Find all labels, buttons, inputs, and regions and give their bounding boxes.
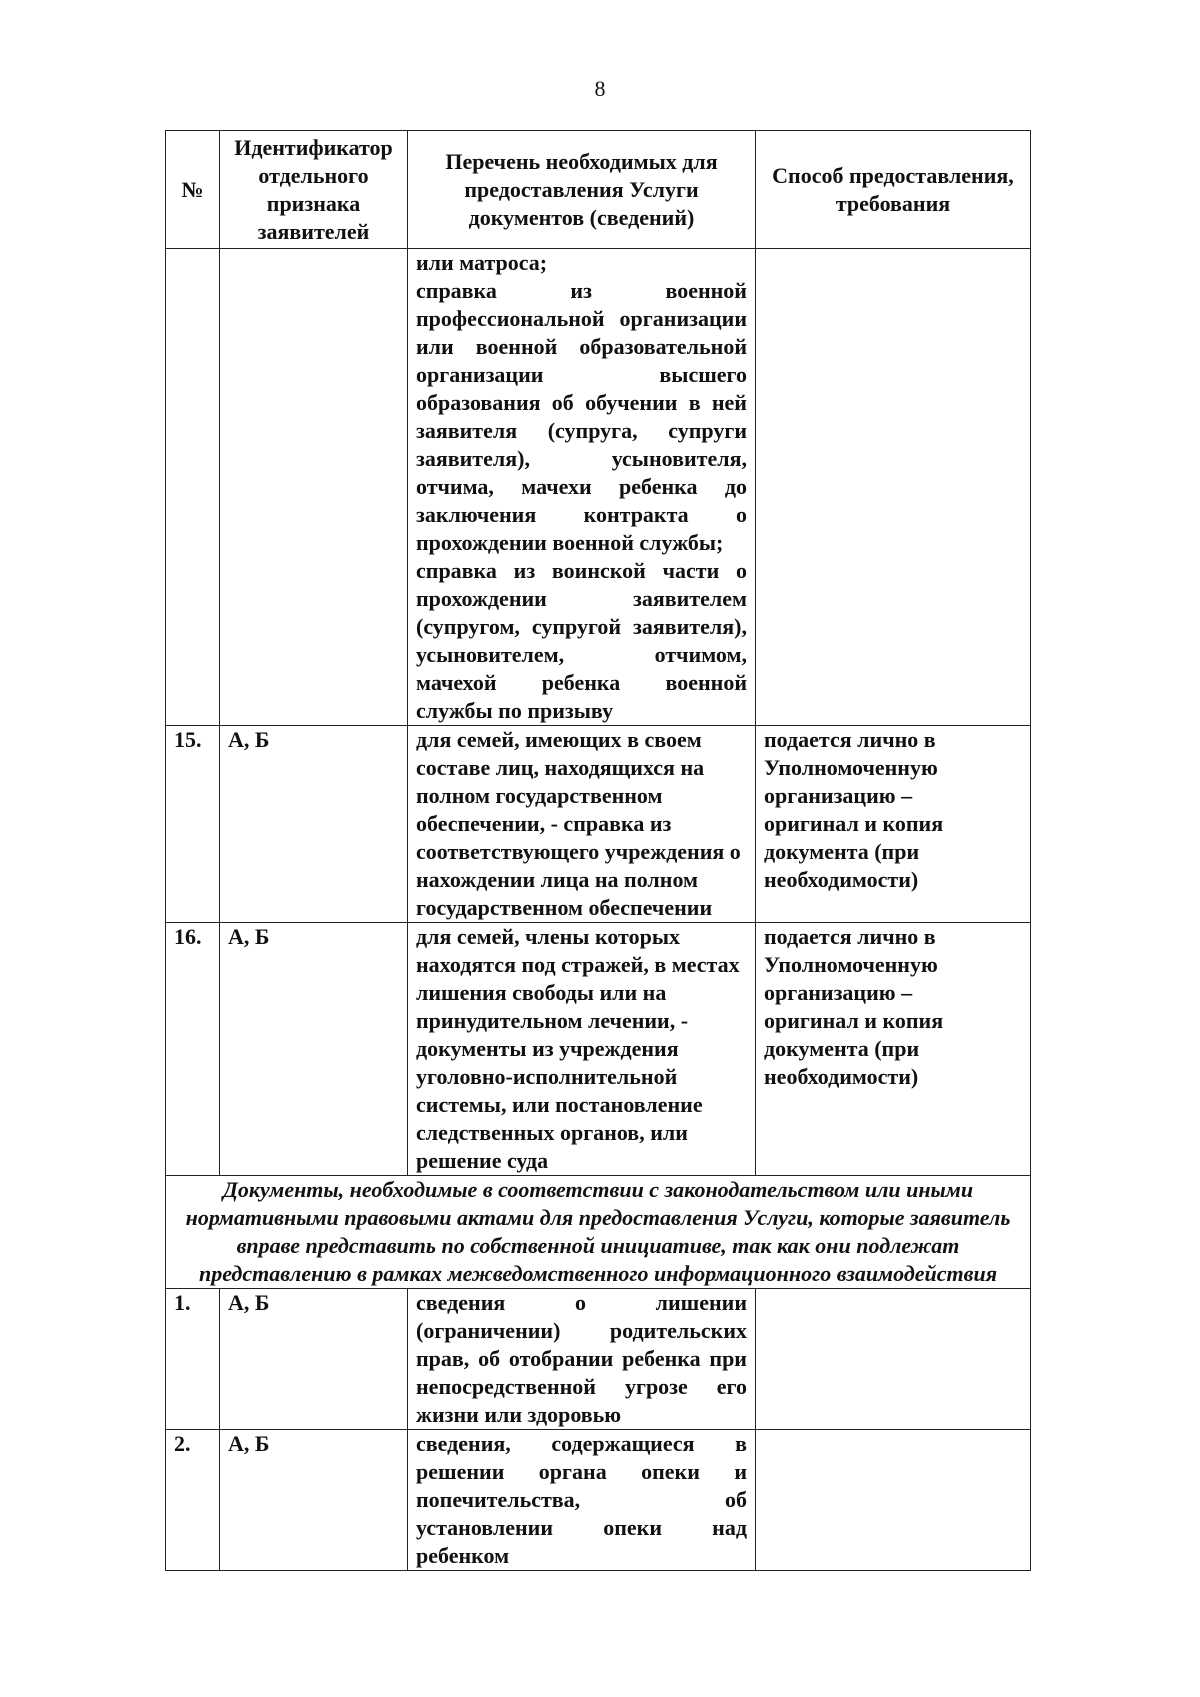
text-line: соответствующего учреждения о: [416, 839, 741, 864]
cell-identifier: [220, 249, 408, 726]
cell-no: [166, 249, 220, 726]
cell-method: [756, 923, 1031, 1176]
text-line: лишения свободы или на: [416, 980, 667, 1005]
cell-no: 2.: [166, 1430, 220, 1571]
section-heading: Документы, необходимые в соответствии с законодательством или иными нормативными правовыми актами для предоставления Услуги, которые заявитель вправе представить по собственной инициативе, так как они подлежат представлению в рамках межведомственного информационного взаимодействия: [166, 1176, 1031, 1289]
cell-identifier: А, Б: [220, 1289, 408, 1430]
page-number: 8: [594, 76, 606, 101]
text-line: мачехой ребенка военной: [416, 670, 747, 695]
cell-identifier: А, Б: [220, 726, 408, 923]
cell-no: 15.: [166, 726, 220, 923]
text-line: решение суда: [416, 1148, 549, 1173]
text-line: нахождении лица на полном: [416, 867, 699, 892]
cell-identifier: А, Б: [220, 1430, 408, 1571]
text-line: (ограничении) родительских: [416, 1318, 747, 1343]
cell-no: 16.: [166, 923, 220, 1176]
text-line: непосредственной угрозе его: [416, 1374, 747, 1399]
text-line: уголовно-исполнительной: [416, 1064, 678, 1089]
table-row: [166, 923, 1031, 1176]
text-line: службы по призыву: [416, 698, 614, 723]
table-row: [166, 1289, 1031, 1430]
cell-method: [756, 1430, 1031, 1571]
header-documents: Перечень необходимых для предоставления Услуги документов (сведений): [408, 131, 756, 249]
header-no: №: [166, 131, 220, 249]
text-line: организацию –: [764, 980, 913, 1005]
text-line: полном государственном: [416, 783, 663, 808]
text-line: следственных органов, или: [416, 1120, 688, 1145]
text-line: необходимости): [764, 867, 919, 892]
text-line: справка из воинской части о: [416, 558, 747, 583]
text-line: необходимости): [764, 1064, 919, 1089]
cell-documents: [408, 1430, 756, 1571]
text-line: подается лично в: [764, 727, 936, 752]
text-line: системы, или постановление: [416, 1092, 703, 1117]
table-row-continuation: [166, 249, 1031, 726]
text-line: Уполномоченную: [764, 755, 938, 780]
cell-method: [756, 249, 1031, 726]
text-line: (супругом, супругой заявителя),: [416, 614, 747, 639]
section-heading-row: [166, 1176, 1031, 1289]
text-line: подается лично в: [764, 924, 936, 949]
text-line: обеспечении, - справка из: [416, 811, 672, 836]
text-line: заявителя (супруга, супруги: [416, 418, 747, 443]
text-line: для семей, члены которых: [416, 924, 680, 949]
text-line: Уполномоченную: [764, 952, 938, 977]
text-line: документа (при: [764, 839, 920, 864]
text-line: организации высшего: [416, 362, 747, 387]
cell-documents: [408, 1289, 756, 1430]
text-line: прохождении военной службы;: [416, 530, 724, 555]
text-line: установлении опеки над: [416, 1515, 747, 1540]
cell-documents: [408, 726, 756, 923]
table-row: [166, 726, 1031, 923]
table-header-row: [166, 131, 1031, 249]
text-line: для семей, имеющих в своем: [416, 727, 702, 752]
text-line: документы из учреждения: [416, 1036, 679, 1061]
header-identifier: Идентификатор отдельного признака заявителей: [220, 131, 408, 249]
table-row: [166, 1430, 1031, 1571]
text-line: отчима, мачехи ребенка до: [416, 474, 747, 499]
cell-method: [756, 1289, 1031, 1430]
cell-no: 1.: [166, 1289, 220, 1430]
text-line: попечительства, об: [416, 1487, 747, 1512]
cell-documents: [408, 923, 756, 1176]
text-line: или матроса;: [416, 250, 548, 275]
text-line: справка из военной: [416, 278, 747, 303]
text-line: или военной образовательной: [416, 334, 747, 359]
text-line: усыновителем, отчимом,: [416, 642, 747, 667]
text-line: профессиональной организации: [416, 306, 747, 331]
text-line: образования об обучении в ней: [416, 390, 747, 415]
documents-table: [165, 130, 1031, 1571]
text-line: документа (при: [764, 1036, 920, 1061]
text-line: прохождении заявителем: [416, 586, 747, 611]
text-line: заявителя), усыновителя,: [416, 446, 747, 471]
text-line: сведения, содержащиеся в: [416, 1431, 747, 1456]
text-line: организацию –: [764, 783, 913, 808]
cell-identifier: А, Б: [220, 923, 408, 1176]
text-line: прав, об отобрании ребенка при: [416, 1346, 747, 1371]
header-method: Способ предоставления, требования: [756, 131, 1031, 249]
text-line: находятся под стражей, в местах: [416, 952, 740, 977]
text-line: заключения контракта о: [416, 502, 747, 527]
text-line: оригинал и копия: [764, 1008, 944, 1033]
text-line: государственном обеспечении: [416, 895, 713, 920]
cell-documents: [408, 249, 756, 726]
text-line: оригинал и копия: [764, 811, 944, 836]
cell-method: [756, 726, 1031, 923]
text-line: жизни или здоровью: [416, 1402, 622, 1427]
text-line: ребенком: [416, 1543, 510, 1568]
text-line: составе лиц, находящихся на: [416, 755, 705, 780]
text-line: принудительном лечении, -: [416, 1008, 689, 1033]
text-line: сведения о лишении: [416, 1290, 747, 1315]
text-line: решении органа опеки и: [416, 1459, 747, 1484]
